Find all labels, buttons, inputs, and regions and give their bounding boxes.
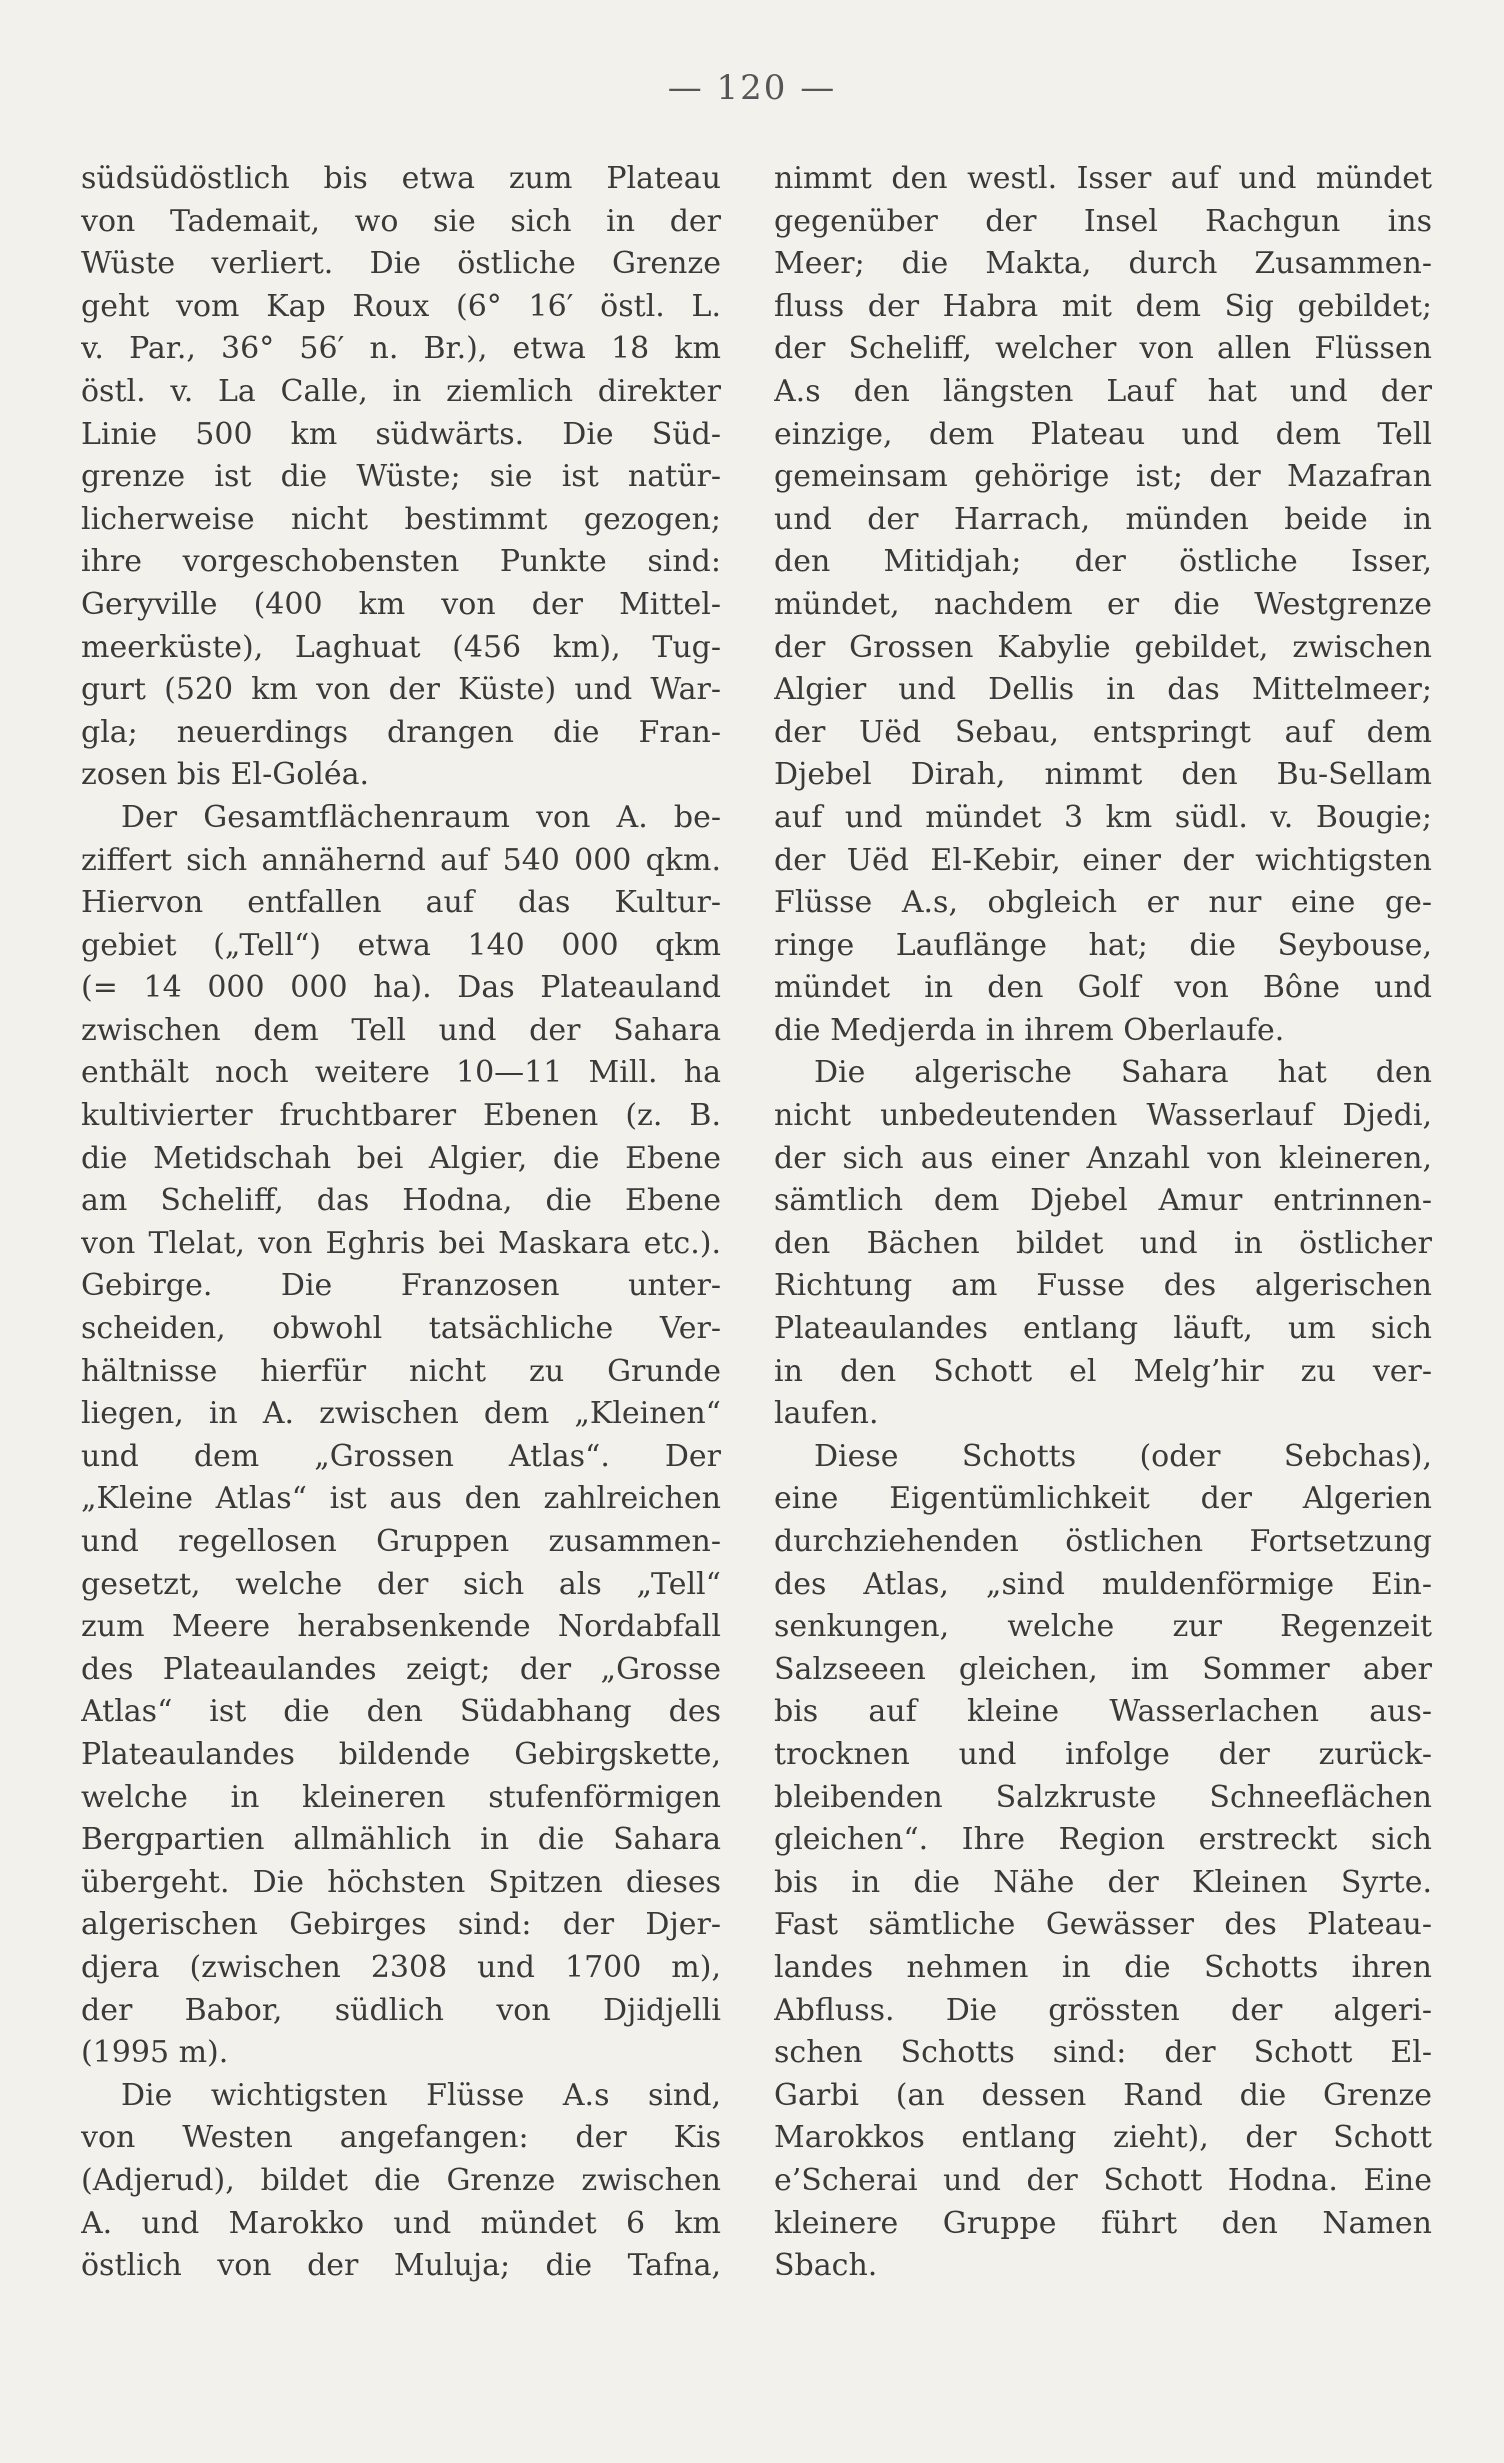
text-line: Geryville (400 km von der Mittel- (81, 586, 721, 622)
text-line: ringe Lauflänge hat; die Seybouse, (774, 927, 1432, 963)
text-line: fluss der Habra mit dem Sig gebildet; (774, 288, 1432, 324)
text-line: djera (zwischen 2308 und 1700 m), (81, 1949, 721, 1985)
text-line: enthält noch weitere 10—11 Mill. ha (81, 1055, 721, 1091)
left-text-column (81, 158, 721, 2288)
page-number: — 120 — (667, 68, 837, 108)
text-line: den Bächen bildet und in östlicher (774, 1225, 1432, 1261)
text-line: grenze ist die Wüste; sie ist natür- (81, 459, 721, 495)
text-line: und dem „Grossen Atlas“. Der (81, 1438, 721, 1474)
text-line: Algier und Dellis in das Mittelmeer; (774, 672, 1432, 708)
text-line: (1995 m). (81, 2035, 229, 2071)
text-line: übergeht. Die höchsten Spitzen dieses (81, 1864, 721, 1900)
text-line: Salzseeen gleichen, im Sommer aber (774, 1651, 1432, 1687)
text-line: der Uëd Sebau, entspringt auf dem (774, 714, 1432, 750)
text-line: und regellosen Gruppen zusammen- (81, 1524, 721, 1559)
text-line: laufen. (774, 1396, 879, 1432)
text-line: der sich aus einer Anzahl von kleineren, (774, 1140, 1432, 1176)
text-line: gesetzt, welche der sich als „Tell“ (81, 1566, 721, 1602)
text-line: einzige, dem Plateau und dem Tell (774, 416, 1432, 452)
text-line: gemeinsam gehörige ist; der Mazafran (774, 459, 1432, 495)
text-line: der Scheliff, welcher von allen Flüssen (774, 331, 1432, 367)
text-line: der Uëd El-Kebir, einer der wichtigsten (774, 842, 1432, 878)
text-line: und der Harrach, münden beide in (774, 501, 1432, 537)
text-line: Marokkos entlang zieht), der Schott (774, 2120, 1432, 2156)
text-line: die Metidschah bei Algier, die Ebene (81, 1140, 721, 1176)
text-line: schen Schotts sind: der Schott El- (774, 2035, 1432, 2071)
text-line: landes nehmen in die Schotts ihren (774, 1949, 1432, 1985)
text-line: v. Par., 36° 56′ n. Br.), etwa 18 km (81, 331, 721, 367)
text-line: (= 14 000 000 ha). Das Plateauland (81, 970, 721, 1006)
text-line: zosen bis El-Goléa. (81, 757, 370, 793)
text-line: am Scheliff, das Hodna, die Ebene (81, 1183, 721, 1219)
text-line: geht vom Kap Roux (6° 16′ östl. L. (81, 288, 721, 324)
text-line: Linie 500 km südwärts. Die Süd- (81, 416, 721, 452)
text-line: der Babor, südlich von Djidjelli (81, 1992, 721, 2028)
text-line: mündet in den Golf von Bône und (774, 970, 1432, 1006)
text-line: meerküste), Laghuat (456 km), Tug- (81, 629, 721, 665)
text-line: Sbach. (774, 2248, 878, 2284)
text-line: durchziehenden östlichen Fortsetzung (774, 1524, 1432, 1559)
text-line: auf und mündet 3 km südl. v. Bougie; (774, 799, 1432, 835)
text-line: zum Meere herabsenkende Nordabfall (81, 1609, 721, 1645)
text-line: kultivierter fruchtbarer Ebenen (z. B. (81, 1098, 721, 1134)
text-line: eine Eigentümlichkeit der Algerien (774, 1481, 1432, 1517)
text-line: nicht unbedeutenden Wasserlauf Djedi, (774, 1098, 1432, 1134)
text-line: gla; neuerdings drangen die Fran- (81, 714, 721, 750)
text-line: mündet, nachdem er die Westgrenze (774, 586, 1432, 622)
text-line: des Plateaulandes zeigt; der „Grosse (81, 1651, 721, 1687)
text-line: Djebel Dirah, nimmt den Bu-Sellam (774, 757, 1432, 793)
text-line: A. und Marokko und mündet 6 km (81, 2205, 721, 2241)
text-line: Plateaulandes bildende Gebirgskette, (81, 1736, 721, 1772)
text-line: Diese Schotts (oder Sebchas), (814, 1438, 1432, 1474)
text-line: von Tlelat, von Eghris bei Maskara etc.). (81, 1225, 721, 1261)
text-line: hältnisse hierfür nicht zu Grunde (81, 1353, 721, 1389)
text-line: von Tademait, wo sie sich in der (81, 203, 721, 239)
text-line: welche in kleineren stufenförmigen (81, 1779, 721, 1815)
text-line: ziffert sich annähernd auf 540 000 qkm. (81, 842, 721, 878)
text-line: gegenüber der Insel Rachgun ins (774, 203, 1432, 239)
text-line: (Adjerud), bildet die Grenze zwischen (81, 2162, 721, 2198)
text-line: algerischen Gebirges sind: der Djer- (81, 1907, 721, 1943)
text-line: gurt (520 km von der Küste) und War- (81, 672, 721, 708)
text-line: gleichen“. Ihre Region erstreckt sich (774, 1822, 1432, 1858)
text-line: liegen, in A. zwischen dem „Kleinen“ (81, 1396, 721, 1432)
text-line: A.s den längsten Lauf hat und der (774, 373, 1432, 409)
text-line: Hiervon entfallen auf das Kultur- (81, 885, 721, 921)
text-line: der Grossen Kabylie gebildet, zwischen (774, 629, 1432, 665)
text-line: senkungen, welche zur Regenzeit (774, 1609, 1432, 1645)
text-line: Wüste verliert. Die östliche Grenze (81, 246, 721, 282)
text-line: zwischen dem Tell und der Sahara (81, 1012, 721, 1048)
text-line: Meer; die Makta, durch Zusammen- (774, 246, 1432, 282)
text-line: bis auf kleine Wasserlachen aus- (774, 1694, 1432, 1730)
text-line: in den Schott el Melg’hir zu ver- (774, 1353, 1432, 1389)
text-line: bis in die Nähe der Kleinen Syrte. (774, 1864, 1432, 1900)
text-line: von Westen angefangen: der Kis (81, 2120, 721, 2156)
text-line: Die algerische Sahara hat den (814, 1055, 1432, 1091)
text-line: Bergpartien allmählich in die Sahara (81, 1822, 721, 1858)
text-line: östl. v. La Calle, in ziemlich direkter (81, 373, 721, 409)
text-line: e’Scherai und der Schott Hodna. Eine (774, 2162, 1432, 2198)
text-line: Atlas“ ist die den Südabhang des (81, 1694, 721, 1730)
text-line: Abfluss. Die grössten der algeri- (774, 1992, 1432, 2028)
text-line: Flüsse A.s, obgleich er nur eine ge- (774, 885, 1432, 921)
text-line: licherweise nicht bestimmt gezogen; (81, 501, 721, 537)
text-line: „Kleine Atlas“ ist aus den zahlreichen (81, 1481, 721, 1517)
text-line: Plateaulandes entlang läuft, um sich (774, 1311, 1432, 1347)
text-line: Garbi (an dessen Rand die Grenze (774, 2077, 1432, 2113)
text-line: des Atlas, „sind muldenförmige Ein- (774, 1566, 1432, 1602)
text-line: Der Gesamtflächenraum von A. be- (121, 799, 721, 835)
text-line: südsüdöstlich bis etwa zum Plateau (81, 161, 721, 196)
text-line: Richtung am Fusse des algerischen (774, 1268, 1432, 1304)
text-line: Die wichtigsten Flüsse A.s sind, (121, 2077, 721, 2113)
text-line: scheiden, obwohl tatsächliche Ver- (81, 1311, 721, 1347)
text-line: kleinere Gruppe führt den Namen (774, 2205, 1432, 2241)
text-line: trocknen und infolge der zurück- (774, 1736, 1432, 1772)
text-line: gebiet („Tell“) etwa 140 000 qkm (81, 927, 721, 963)
text-line: die Medjerda in ihrem Oberlaufe. (774, 1012, 1285, 1048)
text-line: bleibenden Salzkruste Schneeflächen (774, 1779, 1432, 1815)
text-line: östlich von der Muluja; die Tafna, (81, 2248, 721, 2284)
text-line: sämtlich dem Djebel Amur entrinnen- (774, 1183, 1432, 1219)
text-line: den Mitidjah; der östliche Isser, (774, 544, 1432, 580)
text-line: Fast sämtliche Gewässer des Plateau- (774, 1907, 1432, 1943)
right-text-column (774, 158, 1432, 2288)
text-line: nimmt den westl. Isser auf und mündet (774, 161, 1432, 196)
text-line: ihre vorgeschobensten Punkte sind: (81, 544, 721, 580)
text-line: Gebirge. Die Franzosen unter- (81, 1268, 721, 1304)
